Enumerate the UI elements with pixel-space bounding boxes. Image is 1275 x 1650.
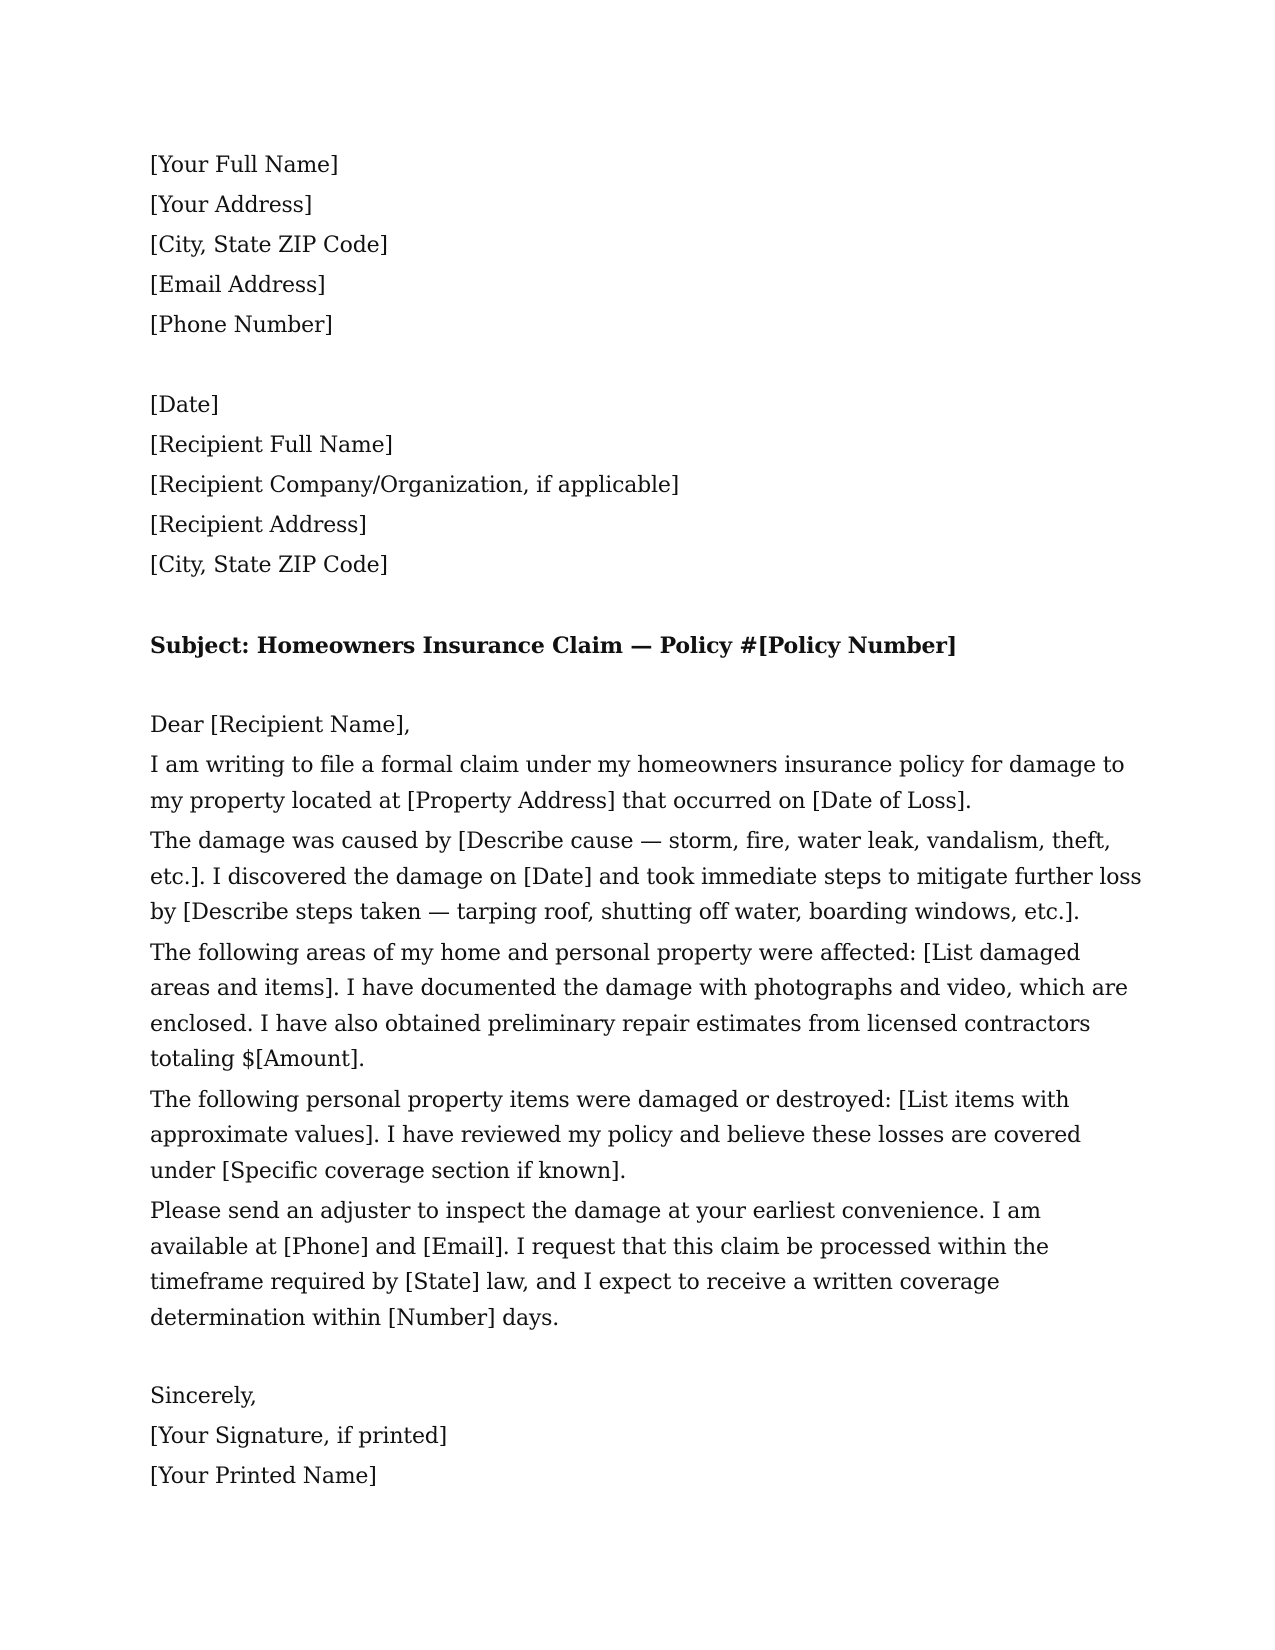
spacer bbox=[150, 586, 1135, 626]
recipient-city-state-zip: [City, State ZIP Code] bbox=[150, 553, 388, 578]
paragraph-line: determination within [Number] days. bbox=[150, 1305, 559, 1331]
closing-block bbox=[150, 1377, 1135, 1497]
paragraph-line: under [Specific coverage section if known]. bbox=[150, 1158, 627, 1184]
sender-email: [Email Address] bbox=[150, 273, 326, 298]
spacer bbox=[150, 666, 1135, 706]
paragraph-line: available at [Phone] and [Email]. I request that this claim be processed within the bbox=[150, 1234, 1049, 1260]
sender-block bbox=[150, 146, 1135, 346]
sender-address: [Your Address] bbox=[150, 193, 313, 218]
spacer bbox=[150, 1341, 1135, 1377]
sender-phone: [Phone Number] bbox=[150, 313, 333, 338]
closing: Sincerely, bbox=[150, 1384, 257, 1409]
paragraph-line: enclosed. I have also obtained preliminary repair estimates from licensed contractors bbox=[150, 1011, 1091, 1037]
body-paragraphs bbox=[150, 748, 1142, 1336]
paragraph-line: The following areas of my home and personal property were affected: [List damaged bbox=[150, 940, 1081, 966]
paragraph bbox=[150, 936, 1135, 1078]
paragraph bbox=[150, 824, 1142, 931]
date-recipient-block bbox=[150, 386, 1135, 586]
paragraph-line: The following personal property items were damaged or destroyed: [List items with bbox=[150, 1087, 1070, 1113]
printed-name: [Your Printed Name] bbox=[150, 1464, 377, 1489]
paragraph bbox=[150, 1083, 1135, 1190]
spacer bbox=[150, 346, 1135, 386]
salutation: Dear [Recipient Name], bbox=[150, 713, 411, 738]
paragraph-line: by [Describe steps taken — tarping roof, shutting off water, boarding windows, etc.]. bbox=[150, 900, 1080, 925]
paragraph-line: my property located at [Property Address] that occurred on [Date of Loss]. bbox=[150, 788, 972, 814]
recipient-company: [Recipient Company/Organization, if applicable] bbox=[150, 473, 680, 498]
paragraph-line: Please send an adjuster to inspect the damage at your earliest convenience. I am bbox=[150, 1199, 1041, 1224]
paragraph bbox=[150, 1194, 1135, 1336]
recipient-address: [Recipient Address] bbox=[150, 513, 367, 538]
paragraph-line: totaling $[Amount]. bbox=[150, 1047, 365, 1072]
paragraph-line: I am writing to file a formal claim under my homeowners insurance policy for damage to bbox=[150, 753, 1125, 778]
recipient-name: [Recipient Full Name] bbox=[150, 433, 393, 458]
signature: [Your Signature, if printed] bbox=[150, 1424, 448, 1449]
letter-date: [Date] bbox=[150, 393, 219, 418]
letter-page bbox=[150, 146, 1142, 1497]
paragraph-line: areas and items]. I have documented the damage with photographs and video, which are bbox=[150, 976, 1128, 1001]
sender-city-state-zip: [City, State ZIP Code] bbox=[150, 233, 388, 258]
paragraph bbox=[150, 748, 1135, 819]
subject-line: Subject: Homeowners Insurance Claim — Policy #[Policy Number] bbox=[150, 633, 957, 659]
paragraph-line: timeframe required by [State] law, and I expect to receive a written coverage bbox=[150, 1270, 1000, 1295]
paragraph-line: The damage was caused by [Describe cause — storm, fire, water leak, vandalism, theft, bbox=[150, 829, 1111, 854]
paragraph-line: approximate values]. I have reviewed my policy and believe these losses are covered bbox=[150, 1123, 1081, 1148]
paragraph-line: etc.]. I discovered the damage on [Date] and took immediate steps to mitigate further loss bbox=[150, 864, 1142, 890]
sender-name: [Your Full Name] bbox=[150, 153, 339, 178]
